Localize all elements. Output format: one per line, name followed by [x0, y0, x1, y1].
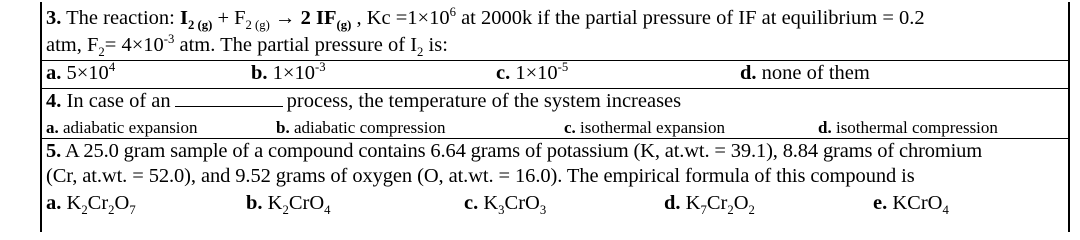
- divider: [40, 88, 1070, 89]
- q4-option-b[interactable]: b. adiabatic compression: [276, 118, 446, 137]
- q3-reaction: $I_{2 (g)}$: [179, 7, 213, 33]
- q3-line-2: atm, $F_2= 4\times 10^{-3}$ atm. The partial pressure of $I_2$ is:: [46, 32, 448, 60]
- q4-stem: 4. In case of an process, the temperature of the system increases: [46, 90, 682, 112]
- q5-option-a[interactable]: a. $K_2Cr_2O_7$: [46, 192, 136, 218]
- chemical-formula: $K_7Cr_2O_2$: [685, 192, 755, 218]
- q3-kc-exp: 6: [449, 5, 456, 20]
- q3-arrow: →: [275, 7, 296, 29]
- chemical-formula: KCrO$_4$: [892, 192, 949, 218]
- q3-product: 2 $IF_{(g)}$: [300, 7, 352, 33]
- q3-number: 3.: [46, 7, 62, 29]
- chemical-formula: $K_2Cr_2O_7$: [66, 192, 136, 218]
- q4-option-c[interactable]: c. isothermal expansion: [564, 118, 725, 137]
- q3-f-sub: 2 (g): [245, 18, 270, 33]
- q3-intro: The reaction:: [66, 7, 175, 29]
- q3-conditions: at 2000k if the partial pressure of IF at equilibrium = 0.2: [461, 7, 925, 29]
- q5-stem-line-2: (Cr, at.wt. = 52.0), and 9.52 grams of oxygen (O, at.wt. = 16.0). The empirical formula of this compound is: [46, 165, 915, 187]
- q5-option-b[interactable]: b. $K_2CrO_4$: [246, 192, 331, 218]
- q3-kc: , Kc =1×10: [356, 7, 450, 29]
- chemical-formula: $K_2CrO_4$: [267, 192, 331, 218]
- chemical-formula: $K_3CrO_3$: [483, 192, 547, 218]
- q3-plus: + F: [217, 7, 246, 29]
- q5-option-e[interactable]: e. KCrO$_4$: [873, 192, 949, 218]
- q3-option-c[interactable]: c. $1\times 10^{-5}$: [496, 60, 569, 84]
- q4-option-d[interactable]: d. isothermal compression: [818, 118, 998, 137]
- q5-option-c[interactable]: c. $K_3CrO_3$: [464, 192, 547, 218]
- q3-line-1: [46, 5, 925, 33]
- q3-option-d[interactable]: d. none of them: [740, 62, 870, 84]
- q5-option-d[interactable]: d. $K_7Cr_2O_2$: [664, 192, 755, 218]
- q5-stem-line-1: 5. A 25.0 gram sample of a compound contains 6.64 grams of potassium (K, at.wt. = 39.1), 8.84 grams of chromium: [46, 140, 983, 162]
- divider: [40, 138, 1070, 139]
- q4-option-a[interactable]: a. adiabatic expansion: [46, 118, 198, 137]
- q4-blank: [175, 92, 283, 107]
- q3-option-b[interactable]: b. $1\times 10^{-3}$: [251, 60, 326, 84]
- divider: [40, 60, 1070, 61]
- q3-option-a[interactable]: a. $5\times 10^4$: [46, 60, 116, 84]
